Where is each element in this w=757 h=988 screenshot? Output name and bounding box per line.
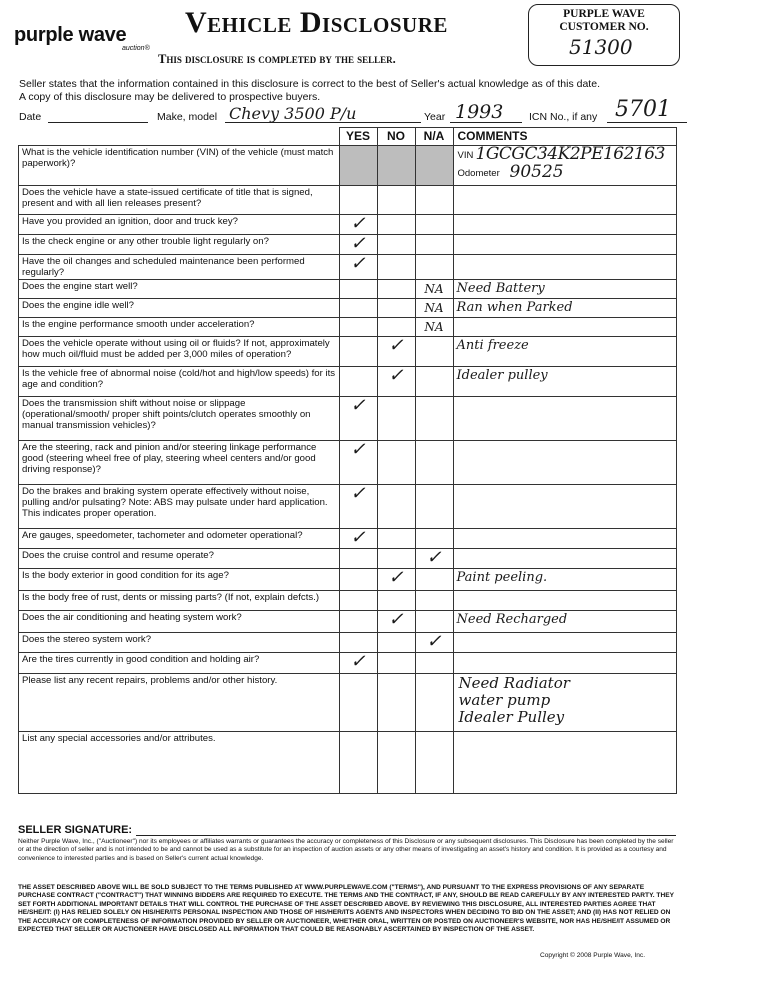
comment-field[interactable] — [453, 569, 677, 591]
table-row — [19, 653, 677, 674]
table-row — [19, 367, 677, 397]
na-checkbox[interactable] — [415, 529, 453, 549]
table-row — [19, 280, 677, 299]
comment-field[interactable] — [453, 255, 677, 280]
na-checkbox[interactable] — [415, 255, 453, 280]
na-checkbox[interactable]: ✓ — [415, 633, 453, 653]
table-row — [19, 611, 677, 633]
na-checkbox[interactable] — [415, 235, 453, 255]
comment-field[interactable] — [453, 367, 677, 397]
no-checkbox[interactable] — [377, 215, 415, 235]
table-row — [19, 235, 677, 255]
comment-field[interactable] — [453, 186, 677, 215]
table-row — [19, 529, 677, 549]
page-subtitle: This disclosure is completed by the seller. — [158, 52, 396, 66]
table-row — [19, 318, 677, 337]
yes-checkbox[interactable] — [339, 549, 377, 569]
question-text: Have the oil changes and scheduled maintenance been performed regularly? — [19, 255, 340, 280]
table-row — [19, 674, 677, 732]
repair-note: water pump — [458, 691, 551, 709]
comment-field[interactable] — [453, 441, 677, 485]
question-text: List any special accessories and/or attributes. — [19, 732, 340, 794]
question-text: Is the engine performance smooth under acceleration? — [19, 318, 340, 337]
no-checkbox[interactable] — [377, 146, 415, 186]
intro-line-2: A copy of this disclosure may be delivered to prospective buyers. — [19, 91, 321, 103]
na-checkbox[interactable] — [415, 611, 453, 633]
comment-field[interactable] — [453, 397, 677, 441]
question-text: Have you provided an ignition, door and truck key? — [19, 215, 340, 235]
question-text: Do the brakes and braking system operate effectively without noise, pulling and/or pulsating? Note: ABS may pulsate under hard application. This indicates proper operation. — [19, 485, 340, 529]
yes-checkbox[interactable]: ✓ — [339, 235, 377, 255]
comment-field[interactable] — [453, 299, 677, 318]
logo-sub: auction® — [122, 45, 150, 52]
table-header-row — [19, 128, 677, 146]
table-row — [19, 441, 677, 485]
icn-field[interactable] — [607, 122, 687, 123]
question-text: Does the vehicle operate without using oil or fluids? If not, approximately how much oil/fluid must be added per 3,000 miles of operation? — [19, 337, 340, 367]
yes-checkbox[interactable]: ✓ — [339, 215, 377, 235]
comment-field[interactable] — [453, 146, 677, 186]
na-checkbox[interactable]: NA — [415, 318, 453, 337]
no-checkbox[interactable] — [377, 186, 415, 215]
comment-field[interactable] — [453, 529, 677, 549]
no-checkbox[interactable] — [377, 653, 415, 674]
no-checkbox[interactable] — [377, 280, 415, 299]
question-text: What is the vehicle identification number (VIN) of the vehicle (must match paperwork)? — [19, 146, 340, 186]
question-text: Does the transmission shift without noise or slippage (operational/smooth/ proper shift points/clutch operates smoothly on manual transmission vehicles)? — [19, 397, 340, 441]
question-text: Are the steering, rack and pinion and/or steering linkage performance good (steering wheel free of play, steering wheel centers and/or good driving response)? — [19, 441, 340, 485]
na-checkbox[interactable] — [415, 591, 453, 611]
yes-checkbox[interactable] — [339, 611, 377, 633]
table-row — [19, 299, 677, 318]
na-checkbox[interactable] — [415, 653, 453, 674]
year-value: 1993 — [455, 101, 504, 123]
question-header — [19, 128, 340, 146]
no-checkbox[interactable]: ✓ — [377, 569, 415, 591]
table-row — [19, 549, 677, 569]
table-row — [19, 591, 677, 611]
yes-header: YES — [339, 128, 377, 146]
table-row — [19, 337, 677, 367]
comment-text: Paint peeling. — [456, 570, 548, 585]
yes-checkbox[interactable]: ✓ — [339, 255, 377, 280]
yes-checkbox[interactable]: ✓ — [339, 485, 377, 529]
question-text: Please list any recent repairs, problems and/or other history. — [19, 674, 340, 732]
comment-field[interactable] — [453, 633, 677, 653]
na-checkbox[interactable] — [415, 186, 453, 215]
yes-checkbox[interactable] — [339, 633, 377, 653]
table-row — [19, 732, 677, 794]
comment-field[interactable] — [453, 235, 677, 255]
question-text: Is the vehicle free of abnormal noise (cold/hot and high/low speeds) for its age and condition? — [19, 367, 340, 397]
yes-checkbox[interactable] — [339, 318, 377, 337]
na-checkbox[interactable]: NA — [415, 299, 453, 318]
comment-field[interactable] — [453, 591, 677, 611]
no-checkbox[interactable] — [377, 485, 415, 529]
intro-line-1: Seller states that the information contained in this disclosure is correct to the best of Seller's actual knowledge as of this date. — [19, 78, 600, 90]
na-checkbox[interactable] — [415, 441, 453, 485]
page-title: Vehicle Disclosure — [185, 6, 448, 39]
na-checkbox[interactable] — [415, 146, 453, 186]
no-checkbox[interactable] — [377, 633, 415, 653]
comment-text: Ran when Parked — [456, 300, 573, 315]
odometer-label: Odometer — [457, 168, 500, 179]
na-checkbox[interactable] — [415, 337, 453, 367]
question-text: Does the engine start well? — [19, 280, 340, 299]
table-row — [19, 146, 677, 186]
no-checkbox[interactable] — [377, 529, 415, 549]
na-checkbox[interactable] — [415, 485, 453, 529]
repair-note: Need Radiator — [458, 674, 570, 692]
na-header: N/A — [415, 128, 453, 146]
no-checkbox[interactable] — [377, 255, 415, 280]
question-text: Does the cruise control and resume operate? — [19, 549, 340, 569]
no-checkbox[interactable] — [377, 299, 415, 318]
yes-checkbox[interactable] — [339, 280, 377, 299]
no-checkbox[interactable] — [377, 674, 415, 732]
table-row — [19, 633, 677, 653]
comment-text: Anti freeze — [456, 338, 529, 353]
na-checkbox[interactable] — [415, 674, 453, 732]
yes-checkbox[interactable] — [339, 591, 377, 611]
yes-checkbox[interactable]: ✓ — [339, 529, 377, 549]
no-checkbox[interactable] — [377, 591, 415, 611]
repair-note: Idealer Pulley — [458, 708, 565, 726]
table-body — [19, 146, 677, 794]
question-text: Does the vehicle have a state-issued certificate of title that is signed, present and with all lien releases present? — [19, 186, 340, 215]
comment-text: Need Battery — [456, 281, 545, 296]
question-text: Is the body free of rust, dents or missing parts? (If not, explain defcts.) — [19, 591, 340, 611]
logo-text: purple wave — [14, 24, 127, 46]
comment-field[interactable] — [453, 732, 677, 794]
seller-signature-field[interactable] — [136, 835, 676, 836]
odometer-value: 90525 — [509, 162, 564, 182]
vin-value: 1GCGC34K2PE162163 — [475, 144, 665, 164]
customer-number-box — [528, 4, 680, 66]
yes-checkbox[interactable] — [339, 674, 377, 732]
na-checkbox[interactable] — [415, 732, 453, 794]
yes-checkbox[interactable] — [339, 337, 377, 367]
customer-box-line2: CUSTOMER NO. — [559, 21, 649, 33]
yes-checkbox[interactable] — [339, 569, 377, 591]
na-checkbox[interactable]: NA — [415, 280, 453, 299]
copyright: Copyright © 2008 Purple Wave, Inc. — [540, 952, 646, 959]
table-row — [19, 485, 677, 529]
no-checkbox[interactable]: ✓ — [377, 611, 415, 633]
comment-field[interactable] — [453, 215, 677, 235]
comment-field[interactable] — [453, 611, 677, 633]
yes-checkbox[interactable]: ✓ — [339, 397, 377, 441]
icn-value: 5701 — [615, 97, 671, 122]
comment-field[interactable] — [453, 337, 677, 367]
na-checkbox[interactable] — [415, 397, 453, 441]
yes-checkbox[interactable] — [339, 146, 377, 186]
no-header: NO — [377, 128, 415, 146]
no-checkbox[interactable] — [377, 549, 415, 569]
na-checkbox[interactable] — [415, 569, 453, 591]
comment-field[interactable] — [453, 318, 677, 337]
date-field[interactable] — [48, 122, 148, 123]
no-checkbox[interactable] — [377, 318, 415, 337]
question-text: Does the air conditioning and heating system work? — [19, 611, 340, 633]
terms-text: THE ASSET DESCRIBED ABOVE WILL BE SOLD SUBJECT TO THE TERMS PUBLISHED AT WWW.PURPLEWAVE.COM ("TERMS"), AND PURSUANT TO THE EXPRESS PROVISIONS OF ANY SEPARATE PURCHASE CONTRACT ("CONTRACT") THAT WINNING BIDDERS ARE REQUIRED TO EXECUTE. THE TERMS AND THE CONTRACT, IF ANY, SHOULD BE READ CAREFULLY BY ANY INTERESTED PARTY. THEY SET FORTH ADDITIONAL IMPORTANT DETAILS THAT WILL CONTROL THE PURCHASE OF THE ASSET DESCRIBED ABOVE. BY REVIEWING THIS DISCLOSURE, ALL INTERESTED PARTIES AGREE THAT HE/SHE/IT: (I) HAS RELIED SOLELY ON HIS/HER/ITS PERSONAL INSPECTION AND THOSE OF HIS/HER/ITS AGENTS AND INSPECTORS WHEN DECIDING TO BID ON THE ASSET; AND (II) HAS NOT RELIED ON THE ACCURACY OR COMPLETENESS OF INFORMATION PROVIDED BY SELLER OR AUCTIONEER, WHETHER ORAL, WRITTEN OR POSTED ON AUCTIONEER'S WEBSITE, NOR HAS HE/SHE/IT ASSUMED OR EXPECTED THAT SELLER OR AUCTIONEER HAVE DISCLOSED ALL INFORMATION THAT COULD BE REASONABLY ASCERTAINED BY INSPECTION OF THE ASSET. — [18, 884, 674, 934]
icn-label: ICN No., if any — [529, 111, 598, 123]
table-row — [19, 186, 677, 215]
comment-field[interactable] — [453, 485, 677, 529]
seller-signature-label: SELLER SIGNATURE: — [18, 824, 133, 836]
customer-number-value[interactable]: 51300 — [569, 35, 633, 59]
yes-checkbox[interactable] — [339, 732, 377, 794]
yes-checkbox[interactable] — [339, 186, 377, 215]
na-checkbox[interactable] — [415, 367, 453, 397]
question-text: Is the body exterior in good condition for its age? — [19, 569, 340, 591]
comment-text: Need Recharged — [456, 612, 568, 627]
disclosure-table — [18, 127, 677, 794]
customer-box-line1: PURPLE WAVE — [563, 8, 645, 20]
no-checkbox[interactable]: ✓ — [377, 367, 415, 397]
table-row — [19, 255, 677, 280]
yes-checkbox[interactable]: ✓ — [339, 441, 377, 485]
table-row — [19, 215, 677, 235]
no-checkbox[interactable] — [377, 732, 415, 794]
no-checkbox[interactable] — [377, 397, 415, 441]
comment-field[interactable] — [453, 549, 677, 569]
purple-wave-logo — [14, 24, 150, 52]
comment-field[interactable] — [453, 280, 677, 299]
no-checkbox[interactable] — [377, 441, 415, 485]
na-checkbox[interactable] — [415, 215, 453, 235]
make-model-value: Chevy 3500 P/u — [229, 104, 357, 123]
intro-text — [19, 78, 689, 104]
date-label: Date — [19, 111, 42, 123]
yes-checkbox[interactable] — [339, 299, 377, 318]
table-row — [19, 569, 677, 591]
yes-checkbox[interactable]: ✓ — [339, 653, 377, 674]
no-checkbox[interactable] — [377, 235, 415, 255]
question-text: Does the engine idle well? — [19, 299, 340, 318]
disclaimer-text: Neither Purple Wave, Inc., ("Auctioneer") nor its employees or affiliates warrants or guarantees the accuracy or completeness of this Disclosure or any subsequent disclosures. This Disclosure has been completed by the seller or at the direction of seller and is not intended to be and cannot be used as a substitute for an inspection of auction assets or any other means of investigating an asset's history and condition. It is provided as a courtesy and convenience to interested parties and is based on Seller's current actual knowledge. — [18, 838, 674, 862]
comment-field[interactable] — [453, 653, 677, 674]
make-model-label: Make, model — [157, 111, 218, 123]
vin-label: VIN — [457, 150, 474, 161]
comment-text: Idealer pulley — [456, 368, 548, 383]
table-row — [19, 397, 677, 441]
question-text: Is the check engine or any other trouble light regularly on? — [19, 235, 340, 255]
question-text: Does the stereo system work? — [19, 633, 340, 653]
comments-header: COMMENTS — [453, 128, 677, 146]
question-text: Are gauges, speedometer, tachometer and odometer operational? — [19, 529, 340, 549]
comment-field[interactable] — [453, 674, 677, 732]
yes-checkbox[interactable] — [339, 367, 377, 397]
no-checkbox[interactable]: ✓ — [377, 337, 415, 367]
question-text: Are the tires currently in good condition and holding air? — [19, 653, 340, 674]
na-checkbox[interactable]: ✓ — [415, 549, 453, 569]
year-label: Year — [424, 111, 446, 123]
